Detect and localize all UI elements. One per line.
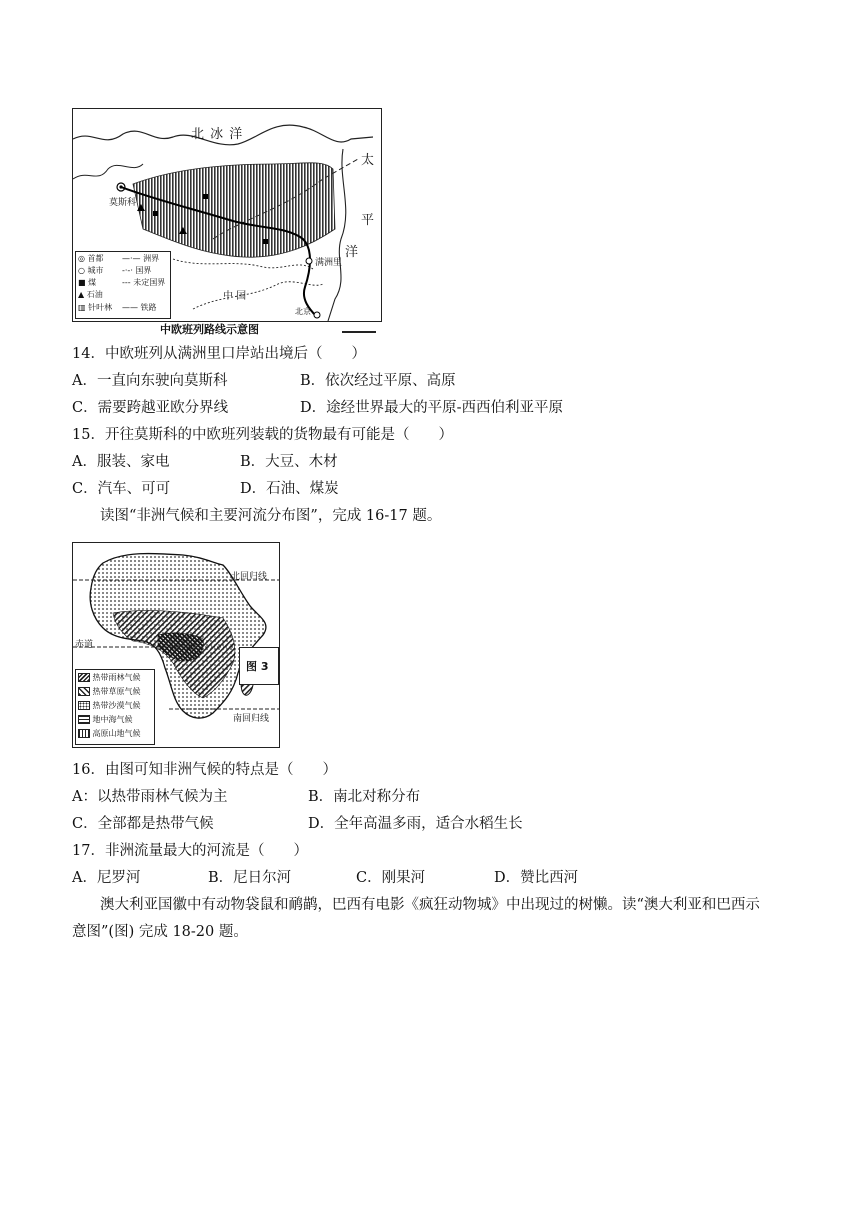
legend-label-continent-border: 洲界 — [143, 254, 160, 263]
label-pacific-1: 太 — [361, 153, 375, 168]
figure-1-caption: 中欧班列路线示意图 — [160, 323, 259, 336]
rainforest-pattern-icon — [78, 673, 90, 682]
question-16-option-a[interactable]: A：以热带雨林气候为主 — [72, 789, 228, 805]
dotted-line-icon: -·-· — [122, 266, 133, 275]
legend-label-city: 城市 — [87, 266, 104, 275]
legend-item-taiga — [78, 302, 112, 313]
legend-item-mediterranean — [78, 714, 133, 725]
legend-item-capital — [78, 253, 104, 264]
savanna-pattern-icon — [78, 687, 90, 696]
question-16-option-b[interactable]: B．南北对称分布 — [308, 789, 421, 805]
legend-label-national-border: 国界 — [135, 266, 152, 275]
dashed-line-icon: --- — [122, 278, 131, 287]
legend-label-taiga: 针叶林 — [88, 303, 113, 312]
legend-item-tropical-savanna — [78, 686, 141, 697]
legend-item-coal — [78, 277, 96, 288]
legend-label-coal: 煤 — [88, 278, 97, 287]
legend-label-tropical-savanna: 热带草原气候 — [92, 687, 141, 696]
figure-number-box — [239, 647, 279, 685]
question-15-option-d[interactable]: D．石油、煤炭 — [240, 481, 339, 497]
question-17-stem: 17．非洲流量最大的河流是（ ） — [72, 843, 308, 859]
question-16-stem: 16．由图可知非洲气候的特点是（ ） — [72, 762, 337, 778]
legend-item-oil — [78, 289, 103, 300]
label-tropic-of-cancer: 北回归线 — [231, 572, 268, 582]
legend-label-highland: 高原山地气候 — [92, 729, 141, 738]
label-pacific-2: 平 — [361, 213, 375, 228]
question-17-option-d[interactable]: D．赞比西河 — [494, 870, 579, 886]
legend-line-railway — [122, 302, 157, 313]
question-17-option-a[interactable]: A．尼罗河 — [72, 870, 141, 886]
legend-line-national-border — [122, 265, 151, 276]
coal-icon: ■ — [78, 278, 86, 287]
legend-item-tropical-rainforest — [78, 672, 141, 683]
legend-line-continent-border — [122, 253, 159, 264]
intro-questions-18-20-line-1: 澳大利亚国徽中有动物袋鼠和鸸鹋，巴西有电影《疯狂动物城》中出现过的树懒。读“澳大利亚和巴西示 — [100, 897, 760, 913]
highland-pattern-icon — [78, 729, 90, 738]
question-14-option-d[interactable]: D．途经世界最大的平原-西西伯利亚平原 — [300, 400, 564, 416]
intro-questions-18-20-line-2: 意图”(图) 完成 18-20 题。 — [72, 924, 248, 940]
legend-label-capital: 首都 — [87, 254, 104, 263]
legend-label-undetermined-border: 未定国界 — [133, 278, 166, 287]
taiga-icon: ▥ — [78, 303, 86, 312]
capital-icon: ◎ — [78, 254, 85, 263]
figure-number-label: 图 3 — [246, 660, 269, 673]
question-14-option-c[interactable]: C．需要跨越亚欧分界线 — [72, 400, 229, 416]
question-14-option-a[interactable]: A．一直向东驶向莫斯科 — [72, 373, 228, 389]
legend-label-oil: 石油 — [86, 290, 103, 299]
label-tropic-of-capricorn: 南回归线 — [233, 714, 270, 724]
question-15-option-c[interactable]: C．汽车、可可 — [72, 481, 171, 497]
legend-label-railway: 铁路 — [140, 303, 157, 312]
legend-label-mediterranean: 地中海气候 — [92, 715, 133, 724]
question-17-option-c[interactable]: C．刚果河 — [356, 870, 426, 886]
city-icon: ○ — [78, 266, 85, 275]
question-14-option-b[interactable]: B．依次经过平原、高原 — [300, 373, 456, 389]
africa-climate-legend — [75, 669, 155, 745]
legend-line-undetermined-border — [122, 278, 168, 288]
question-16-option-d[interactable]: D．全年高温多雨，适合水稻生长 — [308, 816, 523, 832]
figure-china-europe-railway-map — [72, 108, 382, 322]
scale-bar — [342, 331, 376, 333]
label-pacific-3: 洋 — [345, 245, 359, 260]
label-manzhouli: 满洲里 — [315, 258, 343, 268]
question-15-option-a[interactable]: A．服装、家电 — [72, 454, 170, 470]
question-16-option-c[interactable]: C．全部都是热带气候 — [72, 816, 214, 832]
question-15-option-b[interactable]: B．大豆、木材 — [240, 454, 338, 470]
label-equator: 赤道 — [75, 640, 94, 650]
mediterranean-pattern-icon — [78, 715, 90, 724]
label-beijing: 北京 — [295, 307, 311, 316]
oil-icon: ▲ — [78, 290, 85, 299]
figure-africa-climate-map — [72, 542, 280, 748]
legend-item-city — [78, 265, 104, 276]
label-moscow: 莫斯科 — [109, 198, 137, 208]
legend-item-highland — [78, 728, 141, 739]
legend-item-tropical-desert — [78, 700, 141, 711]
desert-pattern-icon — [78, 701, 90, 710]
label-arctic-ocean: 北 冰 洋 — [191, 127, 244, 142]
question-14-stem: 14．中欧班列从满洲里口岸站出境后（ ） — [72, 346, 366, 362]
question-17-option-b[interactable]: B．尼日尔河 — [208, 870, 292, 886]
solid-line-icon: —— — [122, 303, 138, 312]
label-china: 中 国 — [223, 291, 247, 302]
railway-map-legend — [75, 251, 171, 319]
legend-label-tropical-desert: 热带沙漠气候 — [92, 701, 141, 710]
legend-label-tropical-rainforest: 热带雨林气候 — [92, 673, 141, 682]
question-15-stem: 15．开往莫斯科的中欧班列装载的货物最有可能是（ ） — [72, 427, 453, 443]
intro-questions-16-17: 读图“非洲气候和主要河流分布图”，完成 16-17 题。 — [100, 508, 442, 524]
dash-dot-line-icon: —·— — [122, 254, 141, 263]
